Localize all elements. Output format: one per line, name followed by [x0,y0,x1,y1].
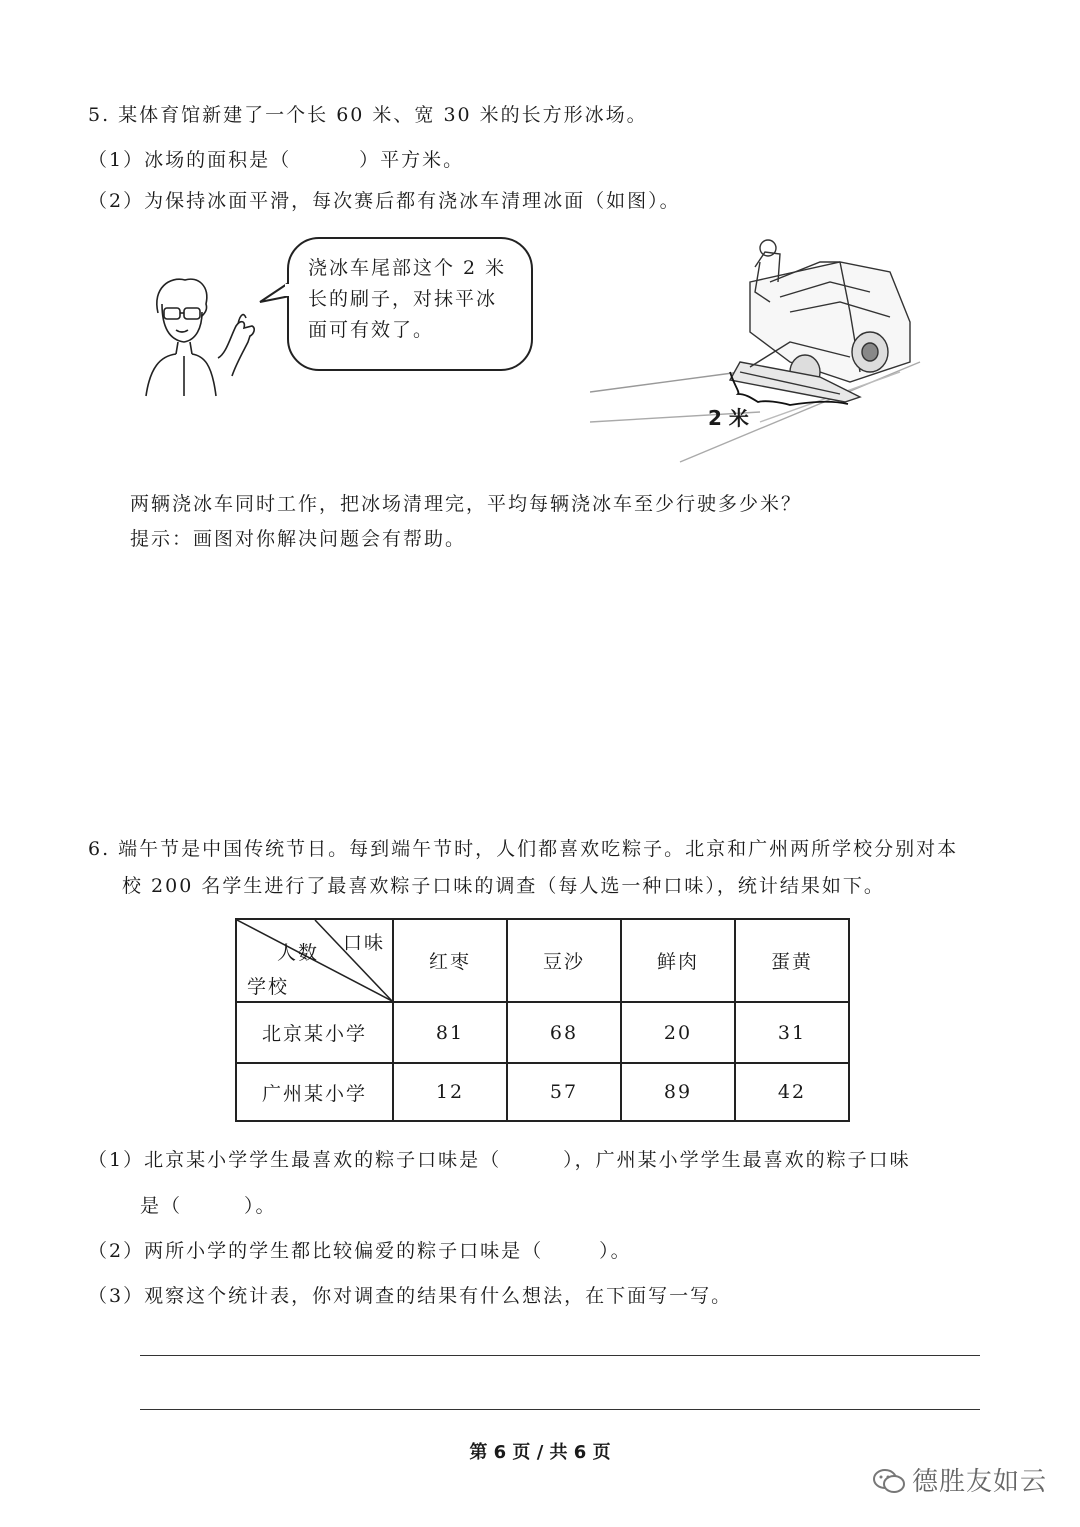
table-cell: 20 [621,1002,735,1063]
table-cell: 81 [393,1002,507,1063]
q6-part1-text: （1）北京某小学学生最喜欢的粽子口味是（ [88,1149,502,1171]
table-row [236,1063,849,1121]
brush-width-label: 2 米 [708,406,749,430]
table-cell: 57 [507,1063,621,1121]
row-school: 广州某小学 [236,1063,393,1121]
student-illustration [140,268,260,398]
q5-hint: 提示：画图对你解决问题会有帮助。 [130,528,467,550]
header-flavor: 蛋黄 [735,919,849,1002]
watermark-text: 德胜友如云 [912,1467,1048,1497]
ice-resurfacer-illustration [590,222,970,472]
q6-part2-text-end: ）。 [599,1240,632,1262]
table-cell: 68 [507,1002,621,1063]
header-flavor: 鲜肉 [621,919,735,1002]
answer-line-2[interactable] [140,1409,980,1410]
header-flavor: 豆沙 [507,919,621,1002]
header-flavor: 红枣 [393,919,507,1002]
q6-part1-text-3: 是（ [140,1195,183,1217]
row-school: 北京某小学 [236,1002,393,1063]
q5-part1-text: （1）冰场的面积是（ [88,149,292,171]
q6-part3: （3）观察这个统计表，你对调查的结果有什么想法，在下面写一写。 [88,1285,733,1307]
q6-part1-text-2: ），广州某小学学生最喜欢的粽子口味 [563,1149,911,1171]
q6-stem-line1: 6. 端午节是中国传统节日。每到端午节时，人们都喜欢吃粽子。北京和广州两所学校分别对本 [88,838,959,860]
bubble-tail-mask [283,282,293,298]
q5-part1 [88,145,464,172]
q6-part2 [88,1236,632,1263]
table-row [236,1002,849,1063]
table-cell: 31 [735,1002,849,1063]
table-cell: 89 [621,1063,735,1121]
page-number: 第 6 页 / 共 6 页 [469,1442,611,1463]
q6-part1-line2 [140,1191,277,1218]
q5-question: 两辆浇冰车同时工作，把冰场清理完，平均每辆浇冰车至少行驶多少米？ [130,493,803,515]
table-corner-cell [236,919,393,1002]
table-cell: 42 [735,1063,849,1121]
q5-part1-text-end: ）平方米。 [359,149,465,171]
bubble-line-2: 长的刷子，对抹平冰 [308,288,498,310]
q6-part1-text-4: ）。 [244,1195,277,1217]
bubble-line-3: 面可有效了。 [308,319,435,341]
wechat-icon [872,1468,906,1494]
answer-line-1[interactable] [140,1355,980,1356]
table-cell: 12 [393,1063,507,1121]
q5-part2: （2）为保持冰面平滑，每次赛后都有浇冰车清理冰面（如图）。 [88,190,681,212]
survey-table [235,918,850,1122]
q6-part2-text: （2）两所小学的学生都比较偏爱的粽子口味是（ [88,1240,544,1262]
q5-stem: 5. 某体育馆新建了一个长 60 米、宽 30 米的长方形冰场。 [88,104,648,126]
q6-part1-line1 [88,1145,911,1172]
corner-school-label: 学校 [247,976,290,998]
corner-flavor-label: 口味 [343,932,386,954]
bubble-text [308,253,518,346]
corner-count-label: 人数 [277,942,320,964]
bubble-line-1: 浇冰车尾部这个 2 米 [308,257,507,279]
q6-stem-line2: 校 200 名学生进行了最喜欢粽子口味的调查（每人选一种口味），统计结果如下。 [122,875,885,897]
